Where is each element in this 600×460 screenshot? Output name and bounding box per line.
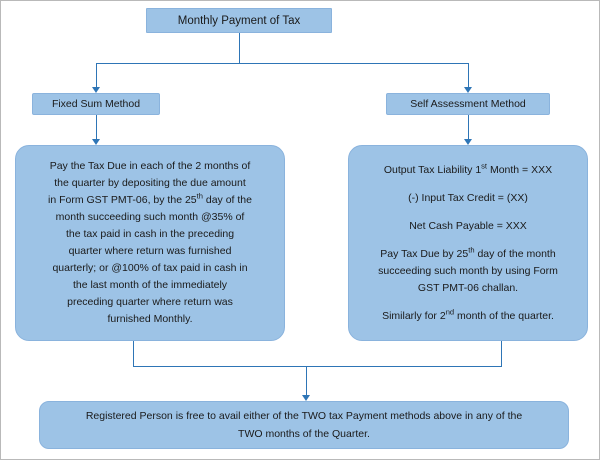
text-segment: Output Tax Liability 1 <box>383 163 482 176</box>
text-line-similarly <box>361 308 575 325</box>
connector-merge-bar <box>133 366 502 367</box>
text-segment: day of the month <box>474 247 556 260</box>
text-segment: month of the quarter. <box>454 309 554 322</box>
connector-left-drop <box>96 63 97 87</box>
node-fixed-sum-details <box>15 145 285 341</box>
node-fixed-sum-method <box>32 93 160 115</box>
connector-right-to-detail <box>468 115 469 139</box>
connector-split-bar <box>96 63 468 64</box>
connector-merge-to-footer <box>306 366 307 395</box>
ordinal-suffix: th <box>196 191 203 201</box>
text-line: furnished Monthly. <box>107 313 193 325</box>
text-line-input-tax-credit: (-) Input Tax Credit = (XX) <box>408 191 528 204</box>
text-line: quarter where return was furnished <box>68 245 232 257</box>
text-line: the last month of the immediately <box>72 279 228 291</box>
ordinal-suffix: th <box>468 245 475 254</box>
text-line: GST PMT-06 challan. <box>417 281 519 294</box>
self-assessment-text <box>361 162 575 325</box>
text-line <box>28 192 272 209</box>
text-segment: in Form GST PMT-06, by the 25 <box>48 194 197 206</box>
text-line: succeeding such month by using Form <box>378 264 558 277</box>
text-line: the quarter by depositing the due amount <box>54 177 246 189</box>
node-monthly-payment-of-tax <box>146 8 332 33</box>
text-line: quarterly; or @100% of tax paid in cash in <box>52 262 248 274</box>
text-line: Registered Person is free to avail either of the TWO tax Payment methods above in any of the <box>85 410 523 422</box>
connector-left-to-detail <box>96 115 97 139</box>
connector-right-drop <box>468 63 469 87</box>
text-segment: Pay Tax Due by 25 <box>380 247 469 260</box>
text-line: TWO months of the Quarter. <box>238 428 370 440</box>
text-line-pay-tax-due <box>361 246 575 263</box>
footer-text <box>86 407 522 443</box>
text-line-net-cash-payable: Net Cash Payable = XXX <box>409 219 527 232</box>
text-line-output-tax-liability <box>361 162 575 179</box>
ordinal-suffix: nd <box>445 307 455 316</box>
node-label: Fixed Sum Method <box>51 98 141 110</box>
text-segment: Similarly for 2 <box>382 309 446 322</box>
text-segment: day of the <box>202 194 252 206</box>
node-self-assessment-method <box>386 93 550 115</box>
text-line: the tax paid in cash in the preceding <box>65 228 235 240</box>
connector-right-merge-drop <box>501 341 502 366</box>
node-footer-note <box>39 401 569 449</box>
text-line: Pay the Tax Due in each of the 2 months of <box>49 160 251 172</box>
connector-left-merge-drop <box>133 341 134 366</box>
node-self-assessment-details <box>348 145 588 341</box>
node-label: Self Assessment Method <box>410 98 526 110</box>
node-label: Monthly Payment of Tax <box>177 14 301 27</box>
connector-title-stem <box>239 33 240 63</box>
ordinal-suffix: st <box>481 161 488 170</box>
fixed-sum-text <box>28 158 272 328</box>
text-line: month succeeding such month @35% of <box>55 211 245 223</box>
text-segment: Month = XXX <box>487 163 553 176</box>
text-line: preceding quarter where return was <box>67 296 233 308</box>
